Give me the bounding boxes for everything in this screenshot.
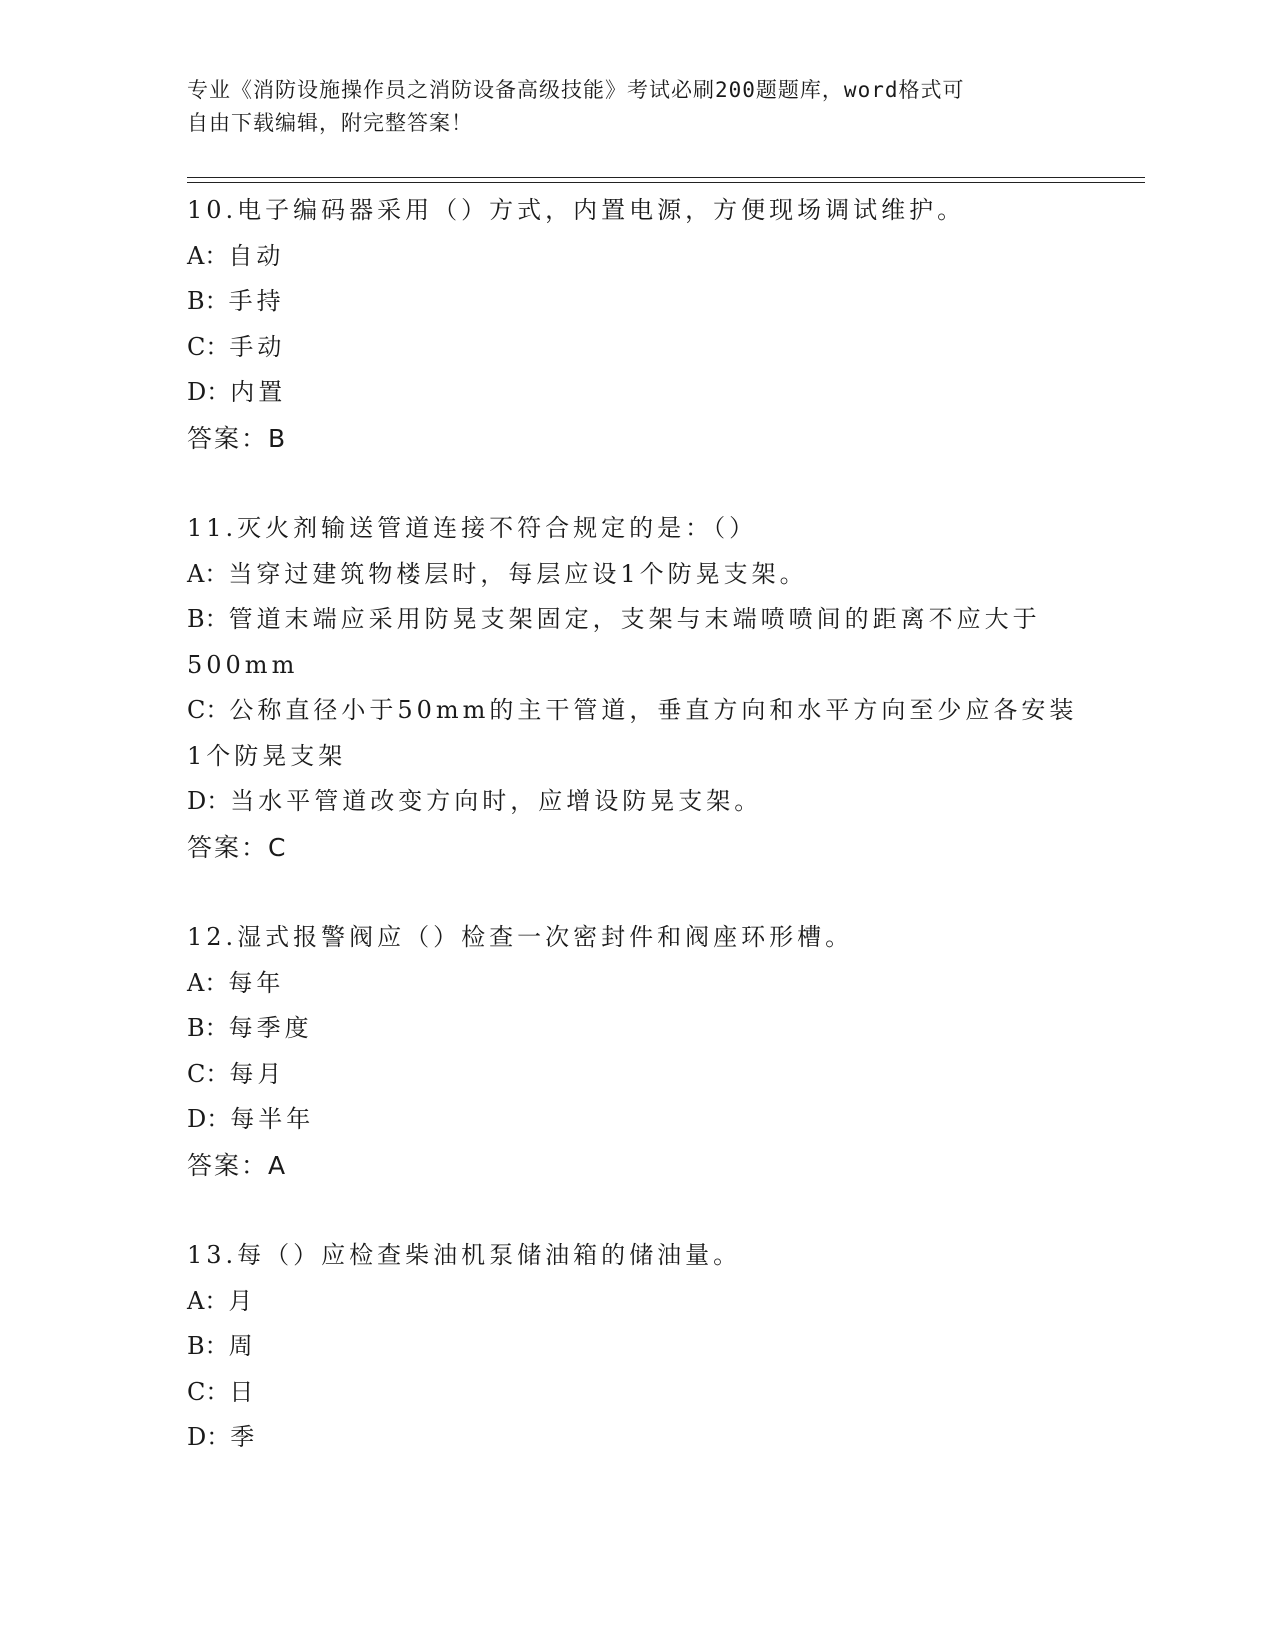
option-label: B：	[187, 1014, 229, 1042]
option-text: 日	[229, 1377, 258, 1406]
option-text: 公称直径小于50mm的主干管道，垂直方向和水平方向至少应各安装1个防晃支架	[187, 696, 1078, 770]
question-list	[187, 188, 1087, 1461]
option-label: A：	[187, 559, 229, 588]
option-d	[187, 1097, 1087, 1143]
option-text: 当穿过建筑物楼层时，每层应设1个防晃支架。	[228, 559, 808, 588]
option-text: 自动	[228, 241, 285, 270]
option-c	[187, 1370, 1087, 1416]
option-label: C：	[187, 696, 230, 724]
option-label: B：	[187, 1332, 229, 1360]
option-text: 每季度	[228, 1014, 313, 1042]
document-header	[187, 74, 1067, 140]
option-label: C：	[187, 1059, 230, 1088]
answer-line: 答案：C	[187, 832, 288, 862]
option-text: 手持	[228, 287, 285, 315]
question-12	[187, 915, 1087, 1188]
option-text: 每月	[229, 1059, 286, 1088]
answer-line: 答案：B	[187, 423, 288, 453]
option-label: B：	[187, 605, 229, 633]
question-stem: 10.电子编码器采用（）方式，内置电源，方便现场调试维护。	[187, 196, 966, 224]
option-text: 周	[228, 1332, 257, 1360]
header-line-2: 自由下载编辑，附完整答案！	[187, 111, 473, 135]
header-line-1: 专业《消防设施操作员之消防设备高级技能》考试必刷200题题库，word格式可	[187, 78, 965, 102]
option-label: D：	[187, 1105, 231, 1133]
option-text: 内置	[230, 378, 287, 406]
option-c	[187, 325, 1087, 371]
option-text: 每年	[228, 968, 285, 997]
option-b	[187, 279, 1087, 325]
option-text: 每半年	[230, 1105, 315, 1133]
option-label: A：	[187, 968, 229, 997]
option-d	[187, 779, 1087, 825]
option-label: C：	[187, 1377, 230, 1406]
option-text: 当水平管道改变方向时，应增设防晃支架。	[230, 787, 763, 815]
header-divider-bottom	[187, 182, 1145, 183]
question-10	[187, 188, 1087, 461]
answer-line: 答案：A	[187, 1150, 288, 1180]
header-divider-top	[187, 177, 1145, 178]
option-a	[187, 234, 1087, 280]
option-label: A：	[187, 241, 229, 270]
question-11	[187, 506, 1087, 870]
option-a	[187, 961, 1087, 1007]
option-label: C：	[187, 332, 230, 361]
option-text: 季	[230, 1423, 259, 1451]
question-stem: 11.灭火剂输送管道连接不符合规定的是：（）	[187, 514, 758, 542]
option-text: 管道末端应采用防晃支架固定，支架与末端喷喷间的距离不应大于500mm	[187, 605, 1041, 679]
option-b	[187, 1006, 1087, 1052]
option-label: A：	[187, 1286, 229, 1315]
question-13	[187, 1233, 1087, 1461]
question-stem: 12.湿式报警阀应（）检查一次密封件和阀座环形槽。	[187, 923, 854, 951]
option-label: D：	[187, 1423, 231, 1451]
option-d	[187, 1415, 1087, 1461]
option-a	[187, 552, 1087, 598]
option-c	[187, 688, 1087, 779]
option-d	[187, 370, 1087, 416]
option-b	[187, 1324, 1087, 1370]
question-stem: 13.每（）应检查柴油机泵储油箱的储油量。	[187, 1241, 742, 1269]
option-label: D：	[187, 787, 231, 815]
option-c	[187, 1052, 1087, 1098]
option-b	[187, 597, 1087, 688]
option-label: D：	[187, 378, 231, 406]
option-a	[187, 1279, 1087, 1325]
option-text: 手动	[229, 332, 286, 361]
option-text: 月	[228, 1286, 257, 1315]
option-label: B：	[187, 287, 229, 315]
